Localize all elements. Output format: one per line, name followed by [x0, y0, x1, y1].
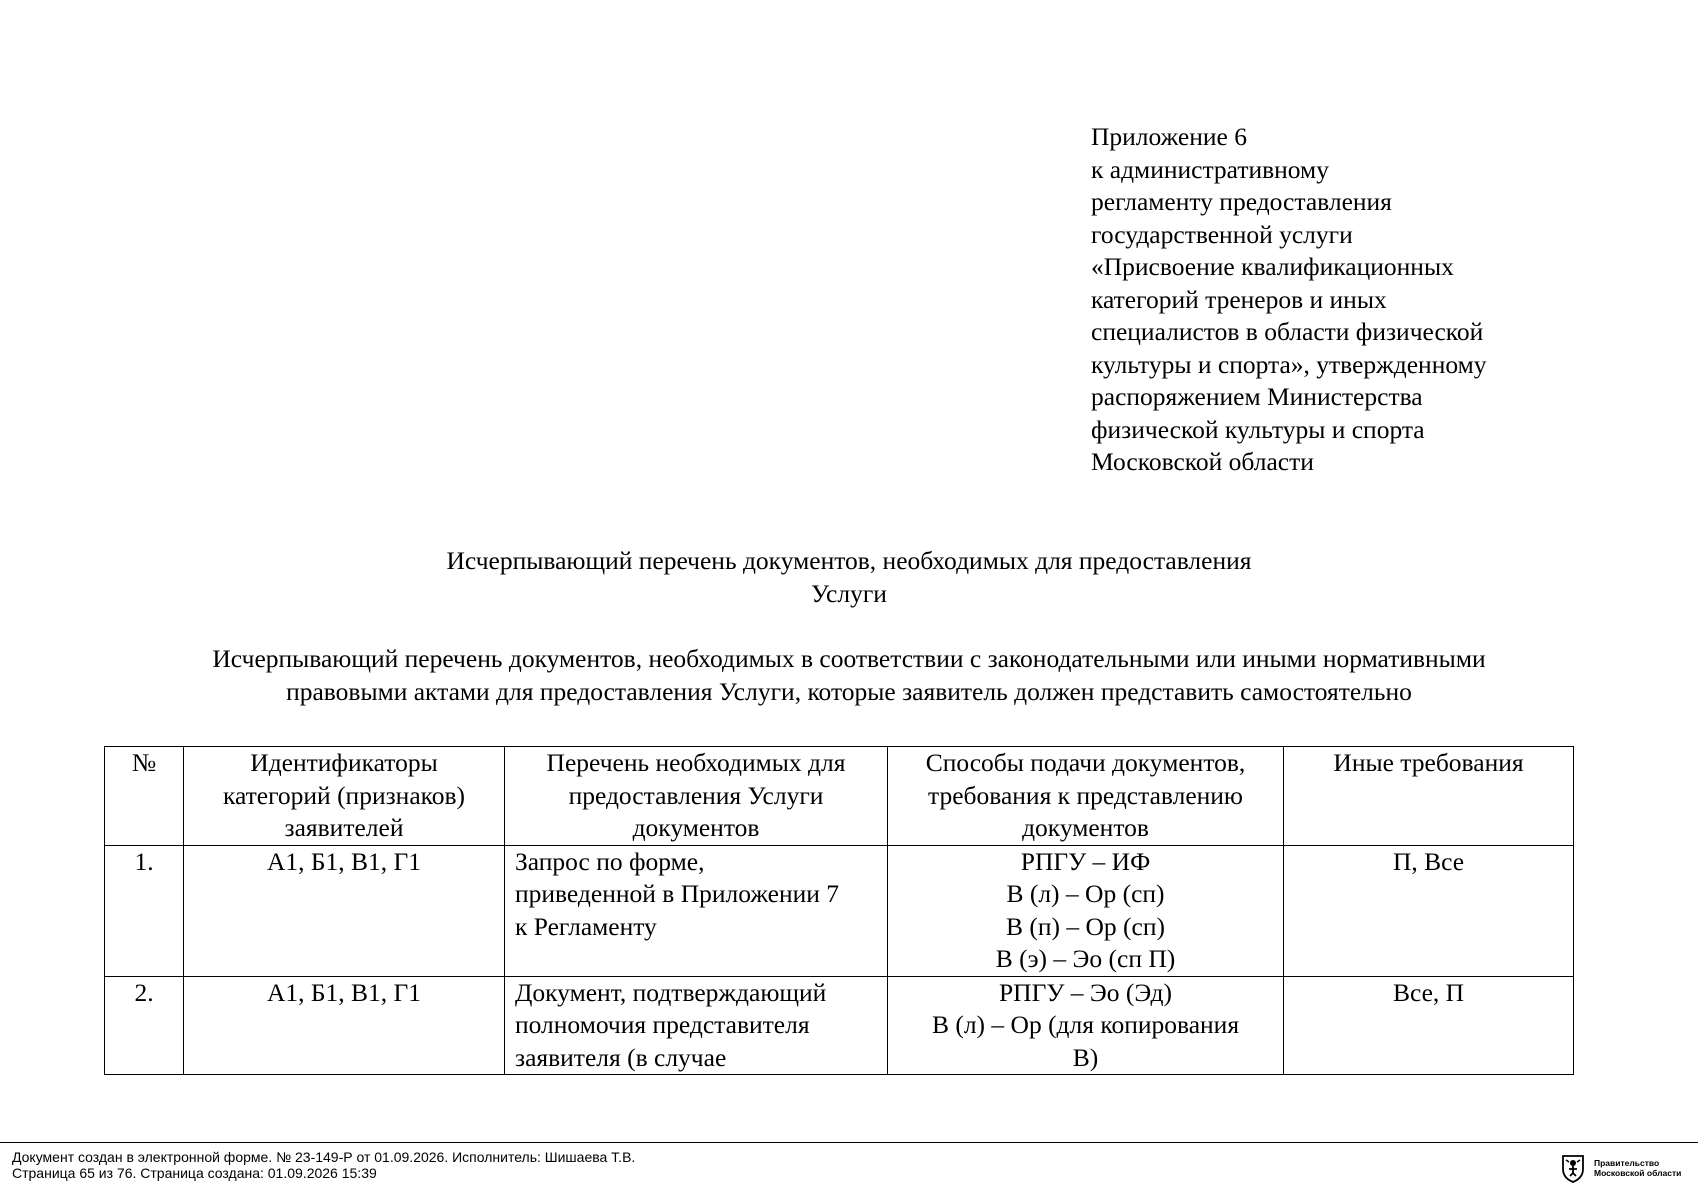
- logo-line: Московской области: [1594, 1168, 1682, 1178]
- cell-submission-methods: [888, 845, 1284, 976]
- appendix-line: специалистов в области физической: [1091, 317, 1484, 346]
- appendix-line: регламенту предоставления: [1091, 187, 1392, 216]
- table-header-row: [105, 747, 1574, 846]
- cell-text: полномочия представителя: [515, 1010, 810, 1039]
- cell-text: А1, Б1, В1, Г1: [266, 977, 422, 1007]
- header-num: [105, 747, 184, 846]
- cell-text: Документ, подтверждающий: [515, 977, 827, 1007]
- government-logo: [1557, 1152, 1681, 1184]
- appendix-line: культуры и спорта», утвержденному: [1091, 349, 1487, 379]
- appendix-line: Московской области: [1091, 447, 1314, 476]
- document-subtitle-line: Исчерпывающий перечень документов, необходимых в соответствии с законодательными или иными нормативными: [212, 644, 1486, 673]
- header-submission-methods: [888, 747, 1284, 846]
- cell-applicant-ids: [184, 976, 505, 1075]
- document-subtitle: [0, 643, 1698, 708]
- header-text: Способы подачи документов,: [925, 748, 1246, 777]
- header-other-requirements: [1284, 747, 1574, 846]
- cell-submission-methods: [888, 976, 1284, 1075]
- document-subtitle-line: правовыми актами для предоставления Услуги, которые заявитель должен представить самостоятельно: [286, 676, 1412, 706]
- cell-text: 2.: [134, 977, 154, 1007]
- appendix-line: распоряжением Министерства: [1091, 382, 1423, 411]
- header-text: Идентификаторы: [250, 748, 438, 777]
- cell-other-requirements: [1284, 845, 1574, 976]
- document-title-line: Услуги: [811, 578, 887, 608]
- cell-text: В (п) – Ор (сп): [1005, 911, 1165, 941]
- header-text: Иные требования: [1333, 748, 1524, 777]
- document-title-line: Исчерпывающий перечень документов, необходимых для предоставления: [446, 546, 1252, 575]
- header-text: требования к представлению: [928, 780, 1243, 810]
- footer-divider: [0, 1142, 1698, 1143]
- table-row: [105, 976, 1574, 1075]
- cell-text: В (э) – Эо (сп П): [995, 944, 1176, 973]
- header-text: документов: [632, 813, 760, 842]
- header-text: категорий (признаков): [222, 780, 466, 810]
- cell-other-requirements: [1284, 976, 1574, 1075]
- footer-document-info: Документ создан в электронной форме. № 23-149-Р от 01.09.2026. Исполнитель: Шишаева Т.В.: [12, 1149, 636, 1165]
- cell-text: В (л) – Ор (для копирования: [931, 1010, 1240, 1039]
- cell-text: РПГУ – Эо (Эд): [998, 977, 1172, 1007]
- documents-table: [104, 746, 1574, 1075]
- header-text: предоставления Услуги: [568, 780, 824, 810]
- appendix-header: [1091, 121, 1487, 479]
- cell-text: к Регламенту: [515, 911, 657, 941]
- cell-applicant-ids: [184, 845, 505, 976]
- cell-text: В): [1072, 1042, 1099, 1072]
- appendix-line: Приложение 6: [1091, 122, 1247, 151]
- cell-text: П, Все: [1392, 846, 1465, 876]
- footer-page-info: Страница 65 из 76. Страница создана: 01.09.2026 15:39: [12, 1165, 377, 1181]
- table-row: [105, 845, 1574, 976]
- cell-text: В (л) – Ор (сп): [1006, 879, 1165, 908]
- appendix-line: к административному: [1091, 154, 1329, 184]
- logo-line: Правительство: [1594, 1158, 1660, 1168]
- header-text: №: [131, 748, 157, 777]
- cell-num: [105, 845, 184, 976]
- header-applicant-ids: [184, 747, 505, 846]
- document-title: [0, 545, 1698, 610]
- appendix-line: «Присвоение квалификационных: [1091, 252, 1454, 281]
- header-documents-list: [505, 747, 888, 846]
- appendix-line: государственной услуги: [1091, 219, 1353, 249]
- cell-text: 1.: [134, 846, 154, 876]
- footer-info: [12, 1149, 635, 1181]
- cell-num: [105, 976, 184, 1075]
- header-text: документов: [1022, 813, 1149, 842]
- logo-caption: [1594, 1158, 1681, 1178]
- cell-text: Запрос по форме,: [515, 846, 705, 876]
- appendix-line: физической культуры и спорта: [1091, 414, 1425, 444]
- cell-text: заявителя (в случае: [515, 1042, 727, 1072]
- cell-documents: [505, 845, 888, 976]
- cell-documents: [505, 976, 888, 1075]
- cell-text: А1, Б1, В1, Г1: [266, 846, 422, 876]
- coat-of-arms-icon: [1557, 1152, 1589, 1184]
- cell-text: РПГУ – ИФ: [1020, 846, 1151, 876]
- cell-text: Все, П: [1392, 977, 1465, 1007]
- cell-text: приведенной в Приложении 7: [515, 879, 840, 908]
- appendix-line: категорий тренеров и иных: [1091, 284, 1387, 314]
- header-text: Перечень необходимых для: [546, 748, 846, 777]
- header-text: заявителей: [284, 813, 404, 842]
